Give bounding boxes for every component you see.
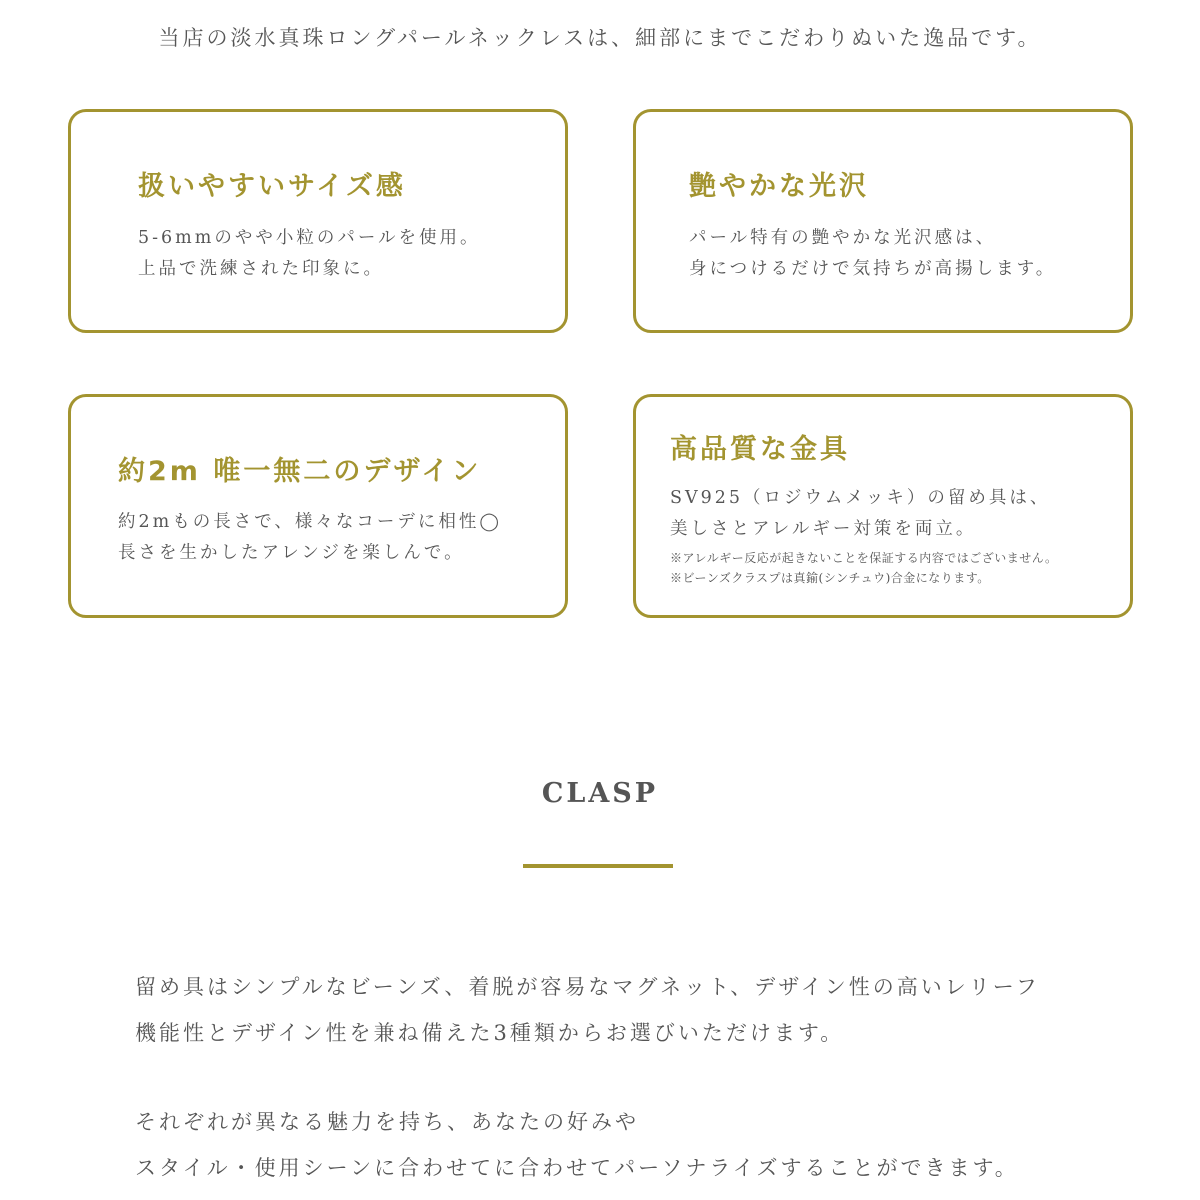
feature-description-line: 長さを生かしたアレンジを楽しんで。: [118, 543, 465, 563]
feature-description: [689, 223, 1056, 285]
feature-description-line: 約2mもの長さで、様々なコーデに相性◯: [118, 512, 502, 532]
feature-title: 艶やかな光沢: [689, 171, 869, 202]
intro-text: 当店の淡水真珠ロングパールネックレスは、細部にまでこだわりぬいた逸品です。: [158, 26, 1042, 50]
clasp-heading: CLASP: [541, 778, 659, 809]
feature-description-line: 5-6mmのやや小粒のパールを使用。: [138, 228, 481, 248]
feature-note: ※ビーンズクラスプは真鍮(シンチュウ)合金になります。: [670, 571, 990, 585]
feature-card-length: [68, 394, 568, 618]
feature-card-size: [68, 109, 568, 333]
feature-description-line: 身につけるだけで気持ちが高揚します。: [689, 259, 1057, 279]
clasp-personalize-line: それぞれが異なる魅力を持ち、あなたの好みや: [135, 1110, 639, 1134]
feature-card-clasp-metal: [633, 394, 1133, 618]
feature-card-luster: [633, 109, 1133, 333]
feature-title: 高品質な金具: [670, 434, 850, 465]
section-divider: [523, 864, 673, 868]
feature-note: ※アレルギー反応が起きないことを保証する内容ではございません。: [670, 551, 1058, 565]
clasp-description: [135, 964, 1040, 1056]
clasp-personalize-text: [135, 1099, 1019, 1191]
feature-title: 約2m 唯一無二のデザイン: [118, 456, 482, 487]
clasp-personalize-line: スタイル・使用シーンに合わせてに合わせてパーソナライズすることができます。: [135, 1156, 1019, 1180]
feature-title: 扱いやすいサイズ感: [138, 171, 406, 202]
feature-description-line: 美しさとアレルギー対策を両立。: [670, 519, 977, 539]
feature-description-line: SV925（ロジウムメッキ）の留め具は、: [670, 488, 1051, 508]
feature-description: [138, 223, 481, 285]
feature-description: [670, 483, 1050, 545]
clasp-description-line: 留め具はシンプルなビーンズ、着脱が容易なマグネット、デザイン性の高いレリーフ: [135, 975, 1040, 999]
feature-description: [118, 507, 502, 569]
clasp-description-line: 機能性とデザイン性を兼ね備えた3種類からお選びいただけます。: [135, 1021, 845, 1045]
feature-description-line: パール特有の艶やかな光沢感は、: [689, 228, 997, 248]
feature-description-line: 上品で洗練された印象に。: [138, 259, 384, 279]
feature-notes: [670, 548, 1057, 588]
